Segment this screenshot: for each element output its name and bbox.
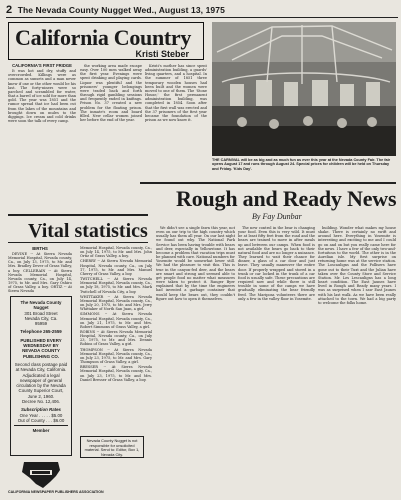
california-country-byline: Kristi Steber [135,49,189,59]
notice-box: Nevada County Nugget is not responsible for unsolicited material. Send to: Editor, Box 1, Nevada City. [80,436,144,458]
vital-statistics-column-1 [8,252,72,294]
masthead-telephone: Telephone 265-2559 [20,329,62,335]
cnpa-label: CALIFORNIA NEWSPAPER PUBLISHERS ASSOCIATION [8,490,104,494]
california-country-subhead: CALIFORNIA'S FIRST FRIDGE [12,64,72,68]
masthead-address-2: Nevada City, Ca. [24,315,58,321]
birth-entry: CHERRY -- At Sierra Nevada Memorial Hospital, Nevada county, Ca., on July 17, 1975, to Mr. and Mrs. Manuel Cherry of Grass Valley, a boy. [80,259,152,276]
birth-entry: BRESSER -- At Sierra Nevada Memorial Hospital, Nevada county, Ca., on July 23, 1975, to Mr. and Mrs. Daniel Bresser of Grass Valley, a boy. [80,365,152,382]
rough-and-ready-column-2 [238,226,315,496]
rough-and-ready-title: Rough and Ready News [176,186,397,211]
running-head [6,4,398,18]
california-country-column-1 [8,64,76,214]
california-country-column-3 [145,64,207,184]
member-label: Member [32,428,50,434]
rough-and-ready-column-3 [318,226,396,496]
subscription-out-of-county: Out of County . . . $6.00 [17,417,65,423]
masthead-published: PUBLISHED EVERY WEDNESDAY BY NEVADA COUNTY PUBLISHING CO. [20,337,62,359]
running-head-text: The Nevada County Nugget Wed., August 13, 1975 [17,5,225,15]
birth-entry: WHITTAKER -- At Sierra Nevada Memorial Hospital, Nevada county, Ca., on July 20, 1975, to Mr. and Mrs. Jerry Whittaker of North San Juan, a girl. [80,294,152,312]
carnival-ride-image [212,22,396,156]
vital-statistics-title: Vital statistics [28,220,148,242]
subscription-rates-label: Subscription Rates [20,407,61,413]
vital-statistics-rule [8,214,148,216]
masthead-zip: 95959 [34,321,48,327]
masthead-name: The Nevada County Nugget [20,300,62,311]
vital-statistics-text-1: DEVINE -- At Sierra Nevada Memorial Hospital, Nevada county, Ca., on July 13, 1975, to Mr. and Mrs. Bradley Dever of Grass Valley, a boy. CELLERAIN -- At Sierra Nevada Memorial Hospital, Nevada county, Ca., on July 14, 1975, to Mr. and Mrs. Gary Oshiro of Grass Valley, a boy. ORTIZ -- At Sierra Nevada [8,252,72,294]
masthead-box [10,296,72,456]
rough-and-ready-column-1 [156,226,235,496]
masthead-decree: Decree No. 12,406. [21,399,61,405]
california-country-column-2 [80,64,142,184]
cnpa-logo-icon [10,460,72,490]
rough-and-ready-byline: By Fay Dunbar [252,212,302,221]
california-country-title: California Country [15,25,192,50]
births-heading: BIRTHS [32,246,48,251]
subscription-one-year: One Year . . . . . $5.00 [19,412,63,418]
birth-entry: SIMMONS -- At Sierra Nevada Memorial Hospital, Nevada county, Ca., on July 21, 1975, to Mr. and Mrs. Robert Simmons of Grass Valley, a girl. [80,312,152,329]
rough-and-ready-text-1: We didn't see a single fawn this year, not even on our trip to the high country which usually has them all year. On our last night we found out why. The National Park Service has been having trouble with bears and deer, especially in Yellowstone. It has become a problem that vacation trips must be planned with care. National numbers for Yosemite would be somewhat lower still. We had the pleasure to visit this. This is true in the canyon-fed deer, and the bears are smart and strong and seemed able to get people food no matter what measures were taken to protect it. Ranger Byer explained that by the time the engineers had invented a garbage container that would keep the bears out, they couldn't figure out how to open it themselves. [156,226,235,301]
photo-caption: THE CARNIVAL will be as big and as much fun as ever this year at the Nevada County Fair. The fair opens August 17 and runs through August 24. Special prices for children will be held on Thursday and Friday. 'Kids Day'. [212,158,391,171]
rough-and-ready-text-2: The new control in the bear is changing your food. Even this is very wild. It must be at least fifty feet from the road and the bears are trained to move in after meals up and between our camps. When food is not available the bears go back to their natural food and are no longer a nuisance. They learned to wait their chance for dinner, a glass of a car door and just leave. They usually maneuver the entire door. If properly wrapped and stored in a trunk or car locked in the trunk of a car food is usually safe. These precautions are required now and while there is still trouble in some of the camps we have gradually eliminating the bear friendly feed. The Mariposa volunteers there are only a few in the valley floor in Yosemite. [238,226,315,301]
california-country-text-2: the working area made escape easy. Over 100 men walked away the first year. Evenings were spent drinking and playing cards. Liquor was plentiful and the prisoners' younger belongings were traded back and forth through rigid gambling sessions and frequently ended in knifings. Prison No. 37 created a new problem for the floating prison. The inmate's room and board filled. New cellar women joined her before the end of the year. [80,64,142,123]
birth-entry: ROBINS -- At Sierra Nevada Memorial Hospital, Nevada county, Ca., on July 23, 1975, to Mr. and Mrs. Dennis Robins of Grass Valley, a girl. [80,329,152,347]
vital-statistics-underline [8,242,148,243]
birth-entry: Memorial Hospital, Nevada county, Ca., on July 14, 1975, to Mr. and Mrs. John Ortiz of Grass Valley, a boy. [80,246,152,259]
masthead-address-1: 301 Broad Street [24,310,58,316]
page-number: 2 [6,4,13,16]
rough-and-ready-rule [140,182,396,184]
vital-statistics-column-2 [80,246,152,496]
california-country-header [8,22,204,60]
california-country-text-1: It was hot and dry, stuffy and overcrowded. Killings were as common as sunsets and a man never knew if one or the other would be his last. The forty-niners were so parched and scrambled for water, that a barrel of ice sold for more than gold. The year was 1851 and the rumor spread that ice had been cut from the lakes of the mountains and brought down on mules to the diggings. Ice cream and cold drinks were soon the talk of every camp. [8,69,76,124]
masthead-second-class: Second class postage paid at Nevada City, California. Adjudicated a legal newspaper of general circulation by the Nevada County Superior Court, June 2, 1960. [14,361,68,399]
birth-entry: TWITCHELL -- At Sierra Nevada Memorial Hospital, Nevada county, Ca., on July 18, 1975, to Mr. and Mrs. Mark Twitchell of Nevada City, a boy. [80,277,152,294]
carnival-photo [212,22,396,156]
california-country-text-3: Kristi's mother has since spent administration building, a guards' living quarters, and a hospital. In the summer of 1851 three temporary wooden houses had been built and the women were moved to one of them. The 'Stone House,' the first permanent administration building, was completed in 1854. Soon after that the first wall was erected and the 37 prisoners of the first year became the foundation of the prison as we now know it. [145,64,207,123]
birth-entry: THOMPSON -- At Sierra Nevada Memorial Hospital, Nevada county, Ca., on July 23, 1975, to Mr. and Mrs. Gary Thompson of Grass Valley, a girl. [80,347,152,365]
rough-and-ready-text-3: building. Wonder what makes my house shake. There is certainly no swift and around here. Everything in Yosemite is interesting and exciting to me and I could go on and on but you really came here for the news. I have a few of the only two-and-fortuitous to the world. The other is in the Aurelian isle. My first surprise on returning home was at the service station. The Loscauligns and the Pollisers have gone out to their Tuxt and the Julian have taken over the County Store and Service Station. Mr. Les Lescauligns has a long heart condition. The East Jaunes have lived in Rough and Ready many years. I was as surprised when I saw East Jaunes with his last walk. As we have been really attached to the town. We had a big party to welcome the folks home. [318,226,396,305]
